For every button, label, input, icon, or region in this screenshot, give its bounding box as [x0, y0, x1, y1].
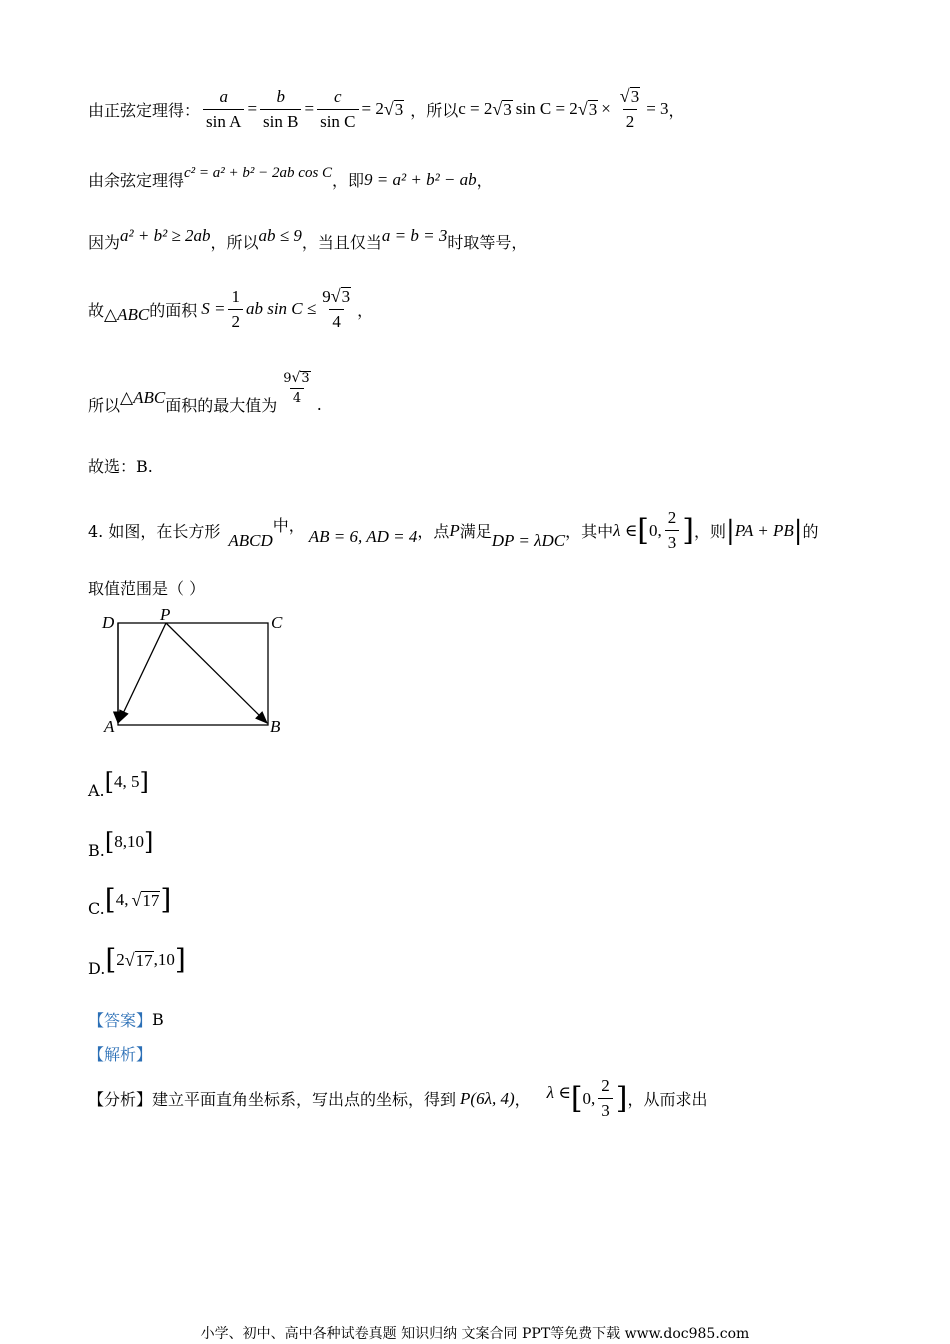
answer-line [88, 1008, 164, 1031]
fraction-max-area: 9 √ 3 4 [283, 370, 310, 406]
sine-law-prefix: 由正弦定理得： [88, 100, 201, 120]
option-b: B. [ 8,10 ] [88, 828, 154, 860]
fraction-b-over-sinB: $\frac{b}{\text{sin B}}$ [260, 87, 301, 132]
label-C: C [271, 613, 283, 632]
max-area-line: 所以 △ABC 面积的最大值为 9 √ 3 4 . [88, 370, 322, 415]
label-D: D [102, 613, 115, 632]
label-B: B [270, 717, 281, 736]
analysis-tag: 【解析】 [88, 1045, 153, 1064]
fenxi-tag: 【分析】 [88, 1090, 153, 1109]
fraction-9sqrt3-over-4: 9 √ 3 4 [322, 286, 351, 331]
area-line: 故 △ABC 的面积 S = $\frac{1}{2}$ ab sin C ≤ 9 √ 3 4 ， [88, 286, 374, 331]
question-4: 4. 如图，在长方形 ABCD 中， AB = 6, AD = 4 ，点 P 满足 DP = λDC ，其中 λ ∈ [ 0, $\frac{2}{3}$ ] ，则 | PA + PB | 的 [88, 508, 819, 552]
fraction-c-over-sinC: $\frac{c}{\text{sin C}}$ [317, 87, 358, 132]
vector-pb [166, 623, 267, 723]
option-a: A. [ 4, 5 ] [88, 768, 149, 800]
sine-law-line: 由正弦定理得： $\frac{a}{\text{sin A}}$ = $\frac{b}{\text{sin B}}$ = $\frac{c}{\text{sin C}}$ = 2 √ 3 ，所以 c = 2 √ 3 sin C = 2 √ 3 × √ 3 2 = 3 ， [88, 86, 685, 131]
label-P: P [160, 606, 171, 624]
analysis-line [88, 1042, 152, 1065]
sqrt-3: √ 3 [383, 98, 404, 119]
option-c: C. [ 4, √ 17 ] [88, 883, 172, 918]
question-4-line2: 取值范围是（ ） [88, 579, 206, 598]
option-d: D. [ 2 √ 17 ,10 ] [88, 943, 186, 978]
fraction-a-over-sinA: $\frac{a}{\text{sin A}}$ [203, 87, 244, 132]
choose-line: 故选：B. [88, 457, 153, 476]
label-A: A [104, 717, 115, 736]
fenxi-line: 【分析】 建立平面直角坐标系，写出点的坐标，得到 P(6λ, 4) ， λ ∈ [ 0, $\frac{2}{3}$ ] ，从而求出 [88, 1076, 708, 1120]
inequality-line: 因为 a² + b² ≥ 2ab ，所以 ab ≤ 9 ，当且仅当 a = b = 3 时取等号， [88, 225, 528, 252]
rect-abcd [118, 623, 268, 725]
answer-tag: 【答案】 [88, 1011, 153, 1030]
cosine-formula: c² = a² + b² − 2ab cos C [184, 165, 333, 181]
page-footer: 小学、初中、高中各种试卷真题 知识归纳 文案合同 PPT等免费下载 www.doc985.com [200, 1326, 750, 1342]
answer-value: B [152, 1010, 164, 1029]
rectangle-figure [100, 606, 300, 736]
vector-pa [119, 623, 166, 722]
cosine-law-line: 由余弦定理得 c² = a² + b² − 2ab cos C ，即 9 = a² + b² − ab ， [88, 165, 493, 190]
fraction-sqrt3-over-2: √ 3 2 [619, 86, 640, 131]
